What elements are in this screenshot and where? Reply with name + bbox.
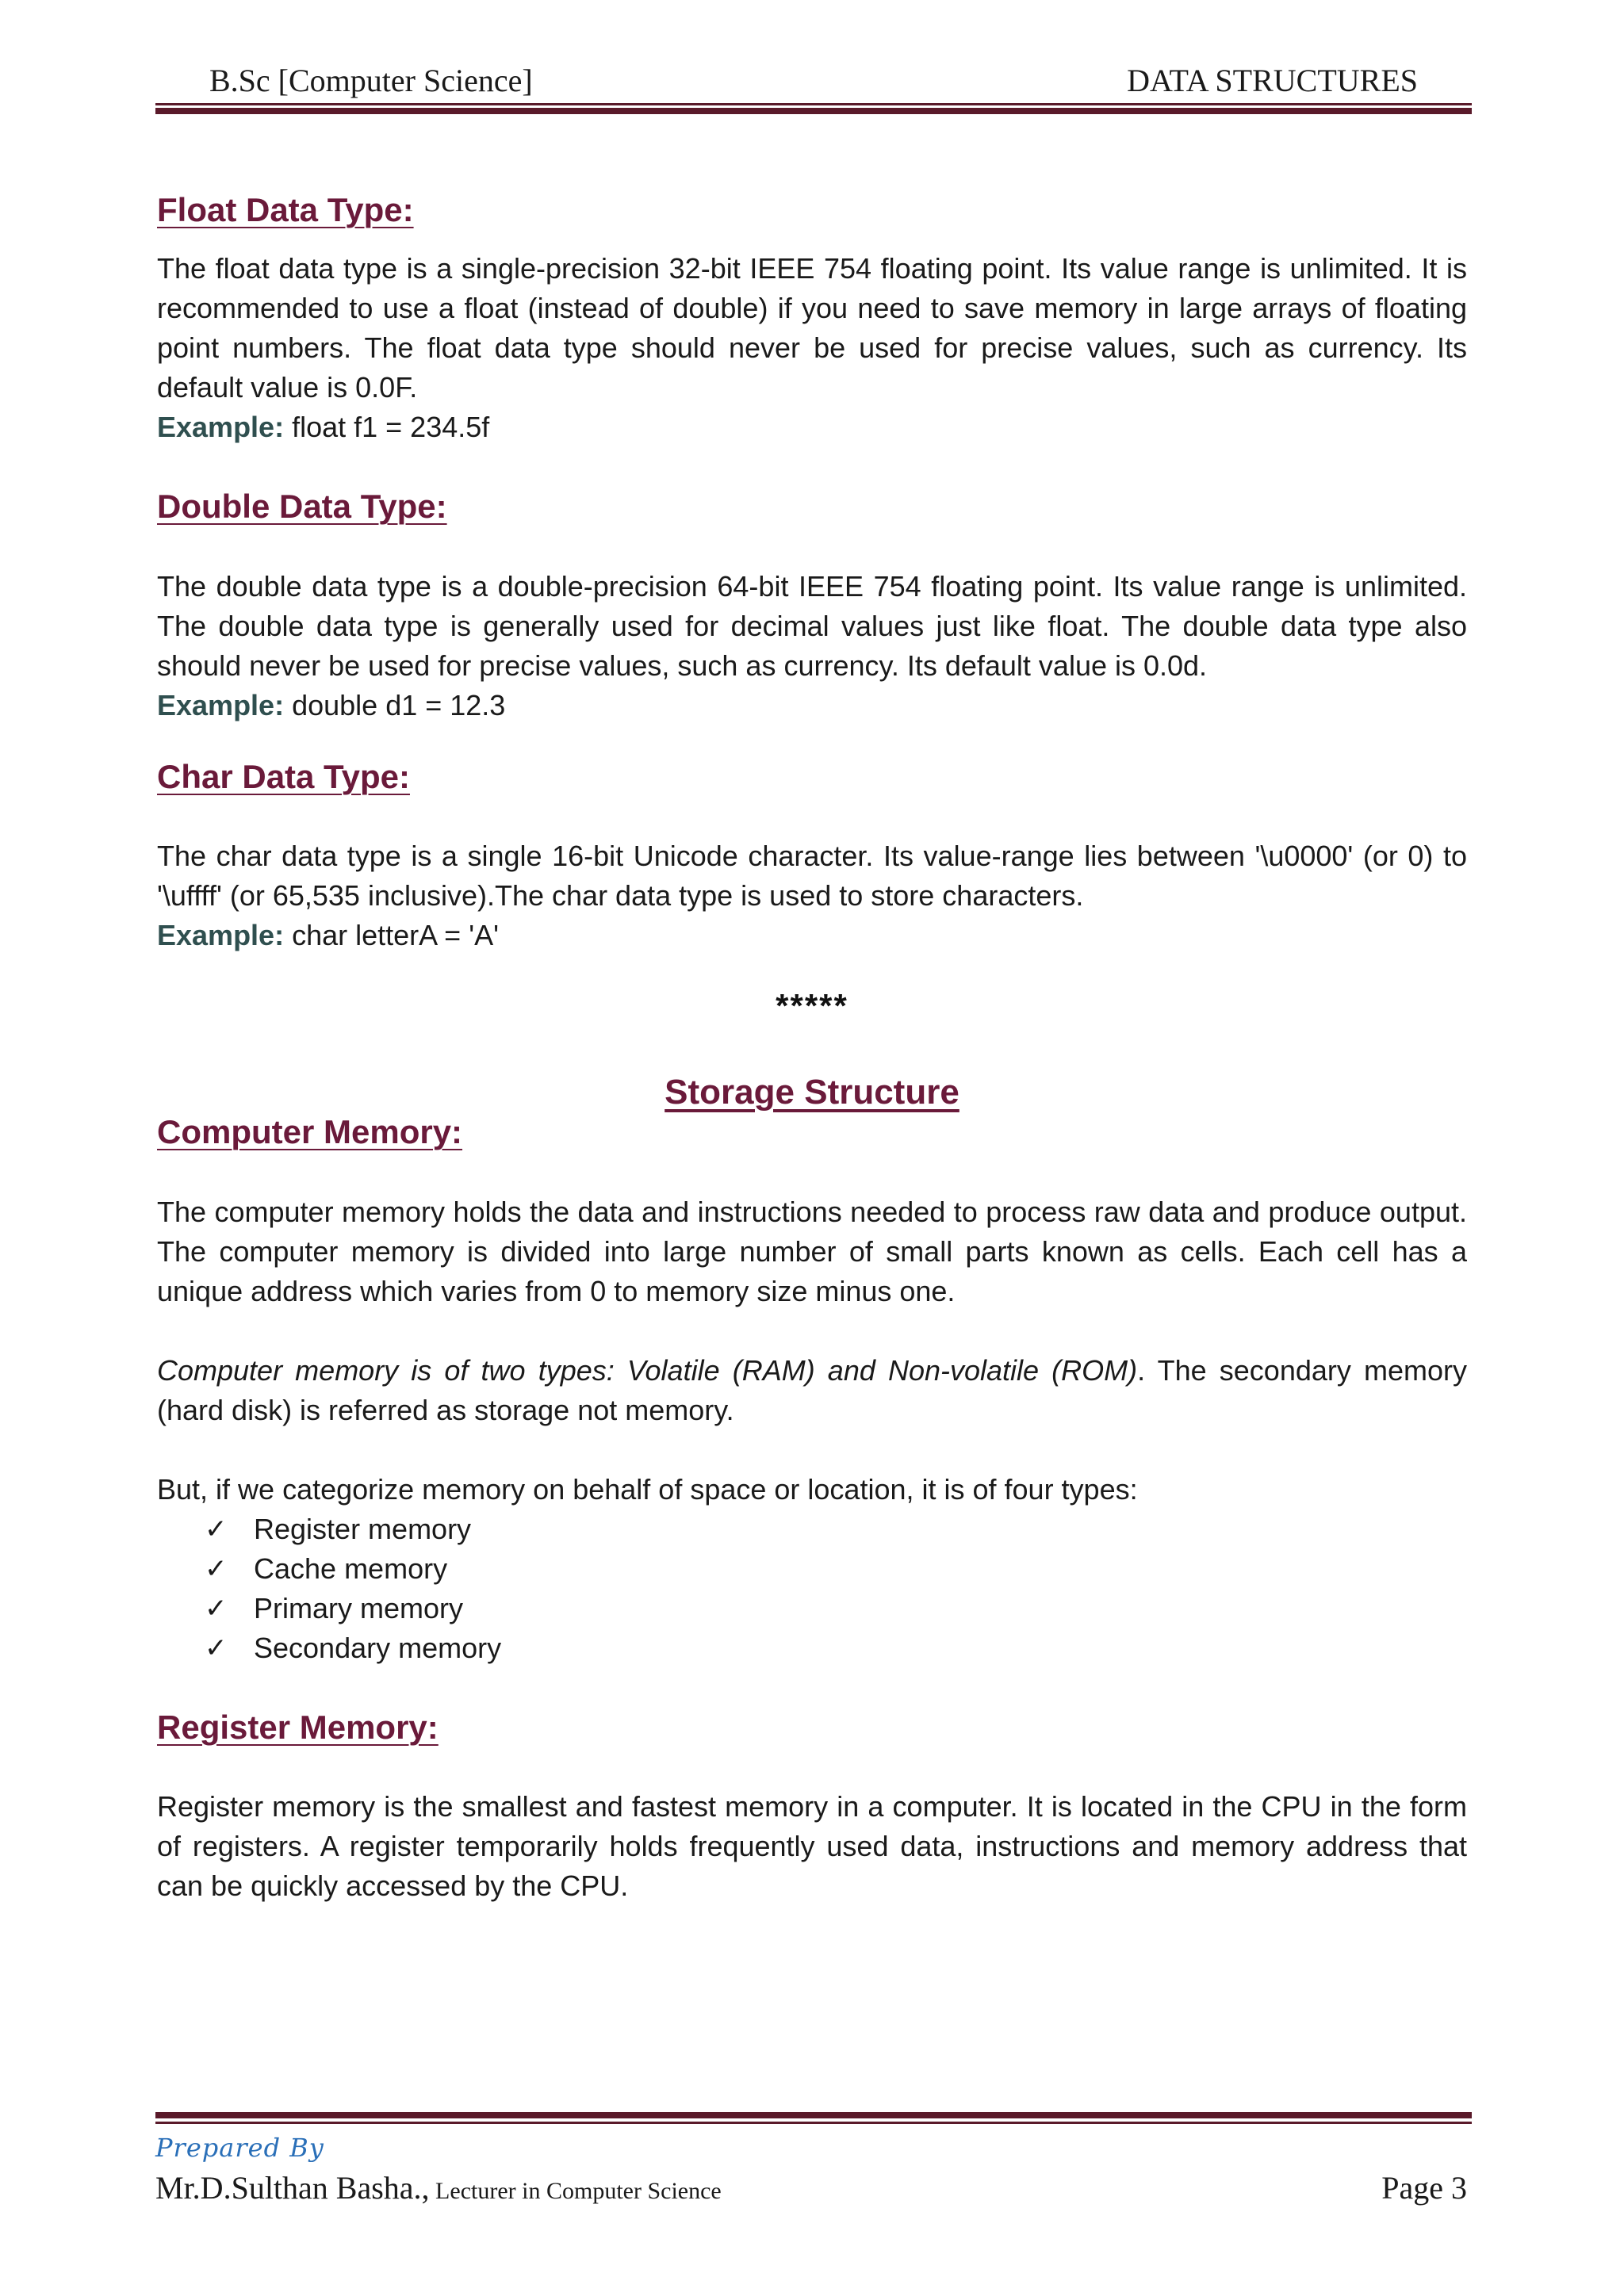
example-label: Example: bbox=[157, 688, 285, 721]
char-heading: Char Data Type: bbox=[157, 757, 410, 795]
double-example bbox=[157, 686, 1467, 725]
header-course: B.Sc [Computer Science] bbox=[209, 63, 533, 98]
check-icon: ✓ bbox=[205, 1593, 228, 1624]
double-heading: Double Data Type: bbox=[157, 488, 447, 526]
memory-types-italic: Computer memory is of two types: Volatile (RAM) and Non-volatile (ROM) bbox=[157, 1353, 1138, 1387]
list-item bbox=[205, 1549, 1467, 1589]
check-icon: ✓ bbox=[205, 1553, 228, 1584]
computer-memory-para1: The computer memory holds the data and instructions needed to process raw data and produce output. The computer memory is divided into large number of small parts known as cells. Each cell has a unique address which varies from 0 to memory size minus one. bbox=[157, 1195, 1467, 1307]
author-role: Lecturer in Computer Science bbox=[429, 2178, 722, 2204]
check-icon: ✓ bbox=[205, 1513, 228, 1544]
page-header bbox=[155, 59, 1472, 106]
example-code: char letterA = 'A' bbox=[284, 919, 499, 952]
header-subject: DATA STRUCTURES bbox=[1127, 63, 1418, 98]
example-code: float f1 = 234.5f bbox=[284, 411, 490, 444]
float-heading: Float Data Type: bbox=[157, 191, 414, 228]
prepared-by-label: Prepared By bbox=[155, 2133, 324, 2163]
page-content bbox=[157, 190, 1467, 1906]
list-item-label: Secondary memory bbox=[254, 1631, 502, 1664]
page-number: Page 3 bbox=[1381, 2170, 1467, 2206]
float-example bbox=[157, 408, 1467, 447]
example-label: Example: bbox=[157, 411, 285, 444]
header-rule-thick bbox=[155, 108, 1472, 114]
author-line bbox=[155, 2169, 722, 2206]
list-item-label: Cache memory bbox=[254, 1552, 448, 1585]
list-item-label: Primary memory bbox=[254, 1591, 464, 1624]
computer-memory-heading: Computer Memory: bbox=[157, 1113, 463, 1151]
list-item bbox=[205, 1510, 1467, 1549]
list-item-label: Register memory bbox=[254, 1512, 472, 1545]
section-separator: ***** bbox=[776, 987, 848, 1025]
memory-types-list bbox=[157, 1510, 1467, 1668]
register-memory-heading: Register Memory: bbox=[157, 1708, 439, 1746]
register-memory-body: Register memory is the smallest and fastest memory in a computer. It is located in the CPU in the form of registers. A register temporarily holds frequently used data, instructions and memory address that can be quickly accessed by the CPU. bbox=[157, 1789, 1467, 1902]
char-body: The char data type is a single 16-bit Unicode character. Its value-range lies between '\u0000' (or 0) to '\uffff' (or 65,535 inclusive).The char data type is used to store characters. bbox=[157, 840, 1467, 913]
storage-structure-title: Storage Structure bbox=[665, 1073, 959, 1112]
header-rule bbox=[155, 103, 1472, 105]
footer-rule-thick bbox=[155, 2112, 1472, 2118]
page-footer bbox=[155, 2112, 1472, 2207]
author-name: Mr.D.Sulthan Basha., bbox=[155, 2170, 430, 2206]
computer-memory-para2 bbox=[157, 1351, 1467, 1430]
footer-rule bbox=[155, 2122, 1472, 2124]
float-body: The float data type is a single-precision 32-bit IEEE 754 floating point. Its value range is unlimited. It is recommended to use a float (instead of double) if you need to save memory in large arrays of floating point numbers. The float data type should never be used for precise values, such as currency. Its default value is 0.0F. bbox=[157, 252, 1467, 404]
computer-memory-para3: But, if we categorize memory on behalf of space or location, it is of four types: bbox=[157, 1472, 1138, 1506]
double-body: The double data type is a double-precision 64-bit IEEE 754 floating point. Its value range is unlimited. The double data type is generally used for decimal values just like float. The double data type also should never be used for precise values, such as currency. Its default value is 0.0d. bbox=[157, 569, 1467, 682]
list-item bbox=[205, 1589, 1467, 1628]
memory-types-rest: . The secondary memory (hard disk) is referred as storage not memory. bbox=[157, 1353, 1467, 1426]
example-code: double d1 = 12.3 bbox=[284, 688, 506, 721]
check-icon: ✓ bbox=[205, 1632, 228, 1663]
char-example bbox=[157, 916, 1467, 955]
example-label: Example: bbox=[157, 919, 285, 952]
list-item bbox=[205, 1628, 1467, 1668]
